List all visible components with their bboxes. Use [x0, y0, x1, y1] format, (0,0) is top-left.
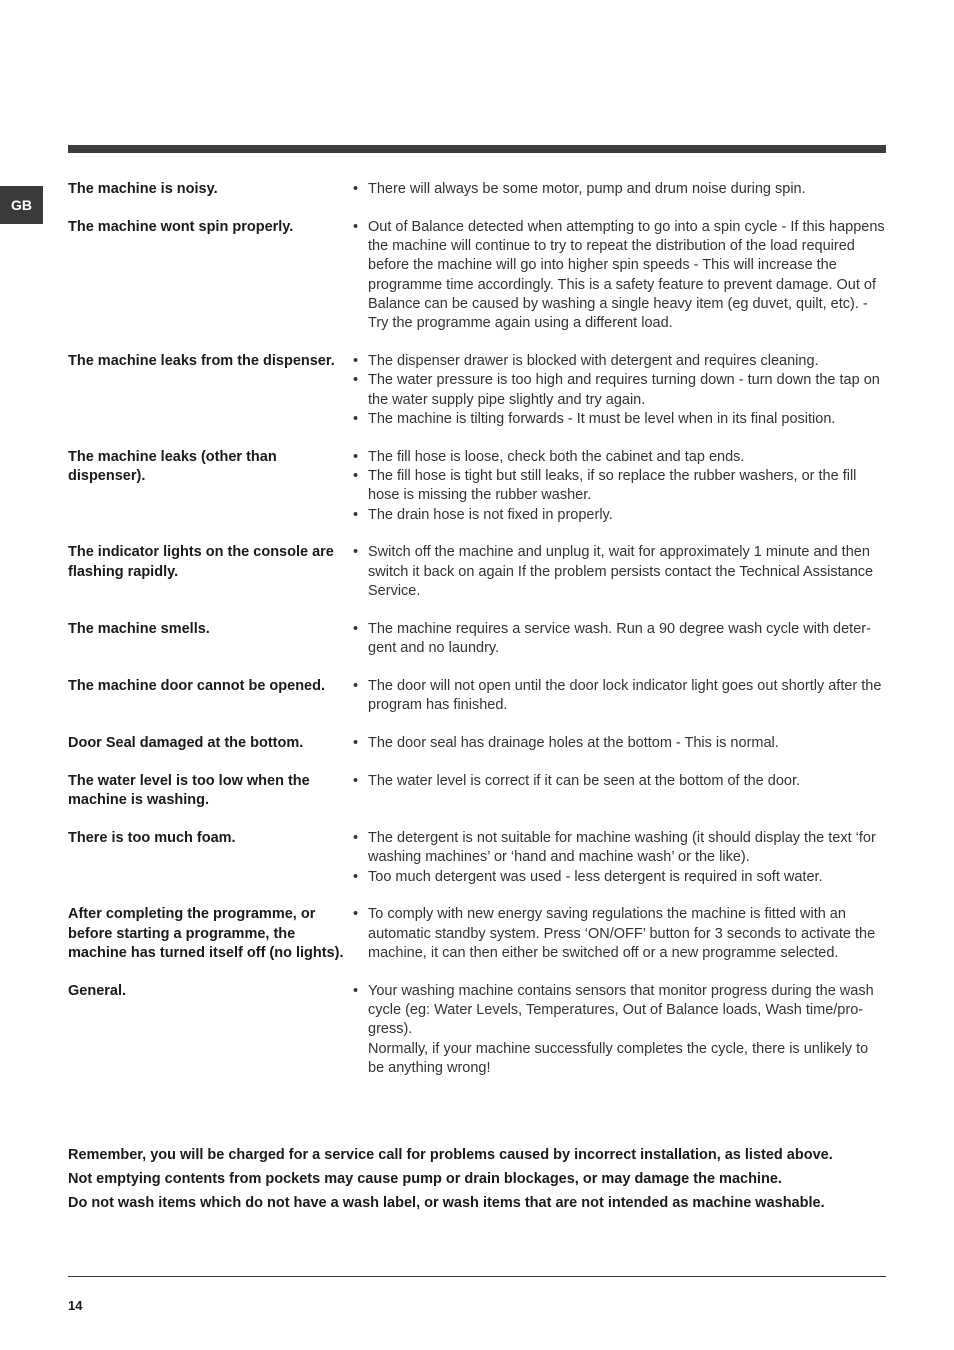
problem-text: The machine smells.: [68, 620, 210, 637]
table-row: [68, 180, 886, 199]
solution-list: [352, 543, 886, 601]
table-row: [68, 734, 886, 753]
solution-item: • The detergent is not suitable for machine washing (it should display the text ‘for washing machines’ or ‘hand and machine wash’ or the like).: [352, 829, 886, 868]
solution-item: • The drain hose is not fixed in properly.: [352, 506, 886, 525]
table-row: [68, 448, 886, 525]
problem-text: After completing the programme, or before starting a programme, the machine has turned itself off (no lights).: [68, 906, 344, 961]
solution-list: [352, 905, 886, 963]
important-notes: [68, 1146, 886, 1217]
solution-item: • The dispenser drawer is blocked with detergent and requires cleaning.: [352, 352, 886, 371]
solution-list: [352, 218, 886, 334]
solution-item: • The fill hose is tight but still leaks, if so replace the rubber washers, or the fill hose is missing the rubber washer.: [352, 467, 886, 506]
note-pockets: Not emptying contents from pockets may cause pump or drain blockages, or may damage the machine.: [68, 1170, 782, 1187]
solution-item: • There will always be some motor, pump and drum noise during spin.: [352, 180, 886, 199]
solution-list: [352, 772, 886, 811]
solution-list: [352, 982, 886, 1078]
solution-list: [352, 448, 886, 525]
footer-rule: [68, 1276, 886, 1277]
solution-list: [352, 352, 886, 429]
solution-list: [352, 180, 886, 199]
problem-text: The machine is noisy.: [68, 181, 218, 197]
table-row: [68, 620, 886, 659]
table-row: [68, 218, 886, 334]
solution-item: • To comply with new energy saving regulations the machine is fitted with an automatic standby system. Press ‘ON/OFF’ button for 3 seconds to activate the machine, it can then either be switched off or a new programme selected.: [352, 905, 886, 963]
solution-list: [352, 829, 886, 887]
solution-list: [352, 734, 886, 753]
table-row: [68, 829, 886, 887]
solution-item: • The machine is tilting forwards - It must be level when in its final position.: [352, 410, 886, 429]
solution-item: • The machine requires a service wash. Run a 90 degree wash cycle with deter-gent and no laundry.: [352, 620, 886, 659]
solution-item: • Your washing machine contains sensors that monitor progress during the wash cycle (eg: Water Levels, Temperatures, Out of Balance loads, Wash time/pro-gress).: [352, 982, 886, 1040]
problem-text: There is too much foam.: [68, 829, 236, 846]
table-row: [68, 352, 886, 429]
solution-item: • Out of Balance detected when attempting to go into a spin cycle - If this happens the machine will continue to try to repeat the distribution of the load required before the machine will go into higher spin speeds - This will increase the programme time accordingly. This is a safety feature to prevent damage. Out of Balance can be caused by washing a single heavy item (eg duvet, quilt, etc). - Try the programme again using a different load.: [352, 218, 886, 334]
note-wash-label: Do not wash items which do not have a wash label, or wash items that are not intended as machine washable.: [68, 1194, 825, 1211]
page-number: 14: [68, 1298, 83, 1313]
solution-continuation: Normally, if your machine successfully completes the cycle, there is unlikely to be anything wrong!: [368, 1040, 869, 1076]
table-row: [68, 905, 886, 963]
solution-item: • The door will not open until the door lock indicator light goes out shortly after the program has finished.: [352, 677, 886, 716]
table-row: [68, 772, 886, 811]
solution-item: • The fill hose is loose, check both the cabinet and tap ends.: [352, 448, 886, 467]
problem-text: The indicator lights on the console are flashing rapidly.: [68, 544, 334, 580]
table-row: [68, 543, 886, 601]
solution-item: • The water level is correct if it can be seen at the bottom of the door.: [352, 772, 886, 791]
problem-text: The machine leaks from the dispenser.: [68, 353, 335, 370]
solution-item: • Switch off the machine and unplug it, wait for approximately 1 minute and then switch it back on again If the problem persists contact the Technical Assistance Service.: [352, 543, 886, 601]
problem-text: Door Seal damaged at the bottom.: [68, 735, 304, 752]
solution-list: [352, 620, 886, 659]
problem-text: The water level is too low when the machine is washing.: [68, 772, 310, 809]
problem-text: The machine wont spin properly.: [68, 218, 294, 235]
note-service-charge: Remember, you will be charged for a service call for problems caused by incorrect installation, as listed above.: [68, 1147, 833, 1163]
solution-item: • The water pressure is too high and requires turning down - turn down the tap on the water supply pipe slightly and try again.: [352, 371, 886, 410]
troubleshooting-table: [68, 180, 886, 1097]
table-row: [68, 982, 886, 1078]
language-tab: GB: [0, 186, 43, 224]
problem-text: The machine leaks (other than dispenser).: [68, 448, 277, 485]
problem-text: General.: [68, 982, 127, 999]
header-rule: [68, 145, 886, 153]
problem-text: The machine door cannot be opened.: [68, 677, 325, 694]
solution-item: • The door seal has drainage holes at the bottom - This is normal.: [352, 734, 886, 753]
solution-item: • Too much detergent was used - less detergent is required in soft water.: [352, 868, 886, 887]
table-row: [68, 677, 886, 716]
solution-list: [352, 677, 886, 716]
